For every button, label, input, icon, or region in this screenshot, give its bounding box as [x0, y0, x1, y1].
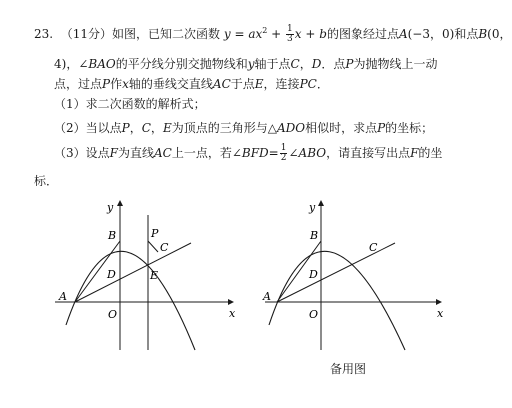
label-b: B: [108, 229, 117, 242]
fraction-numerator: 1: [287, 24, 293, 34]
comma: ，: [129, 121, 142, 135]
q2-text: 为顶点的三角形与△: [171, 121, 277, 135]
var-y: y: [247, 57, 255, 71]
point-c: C: [141, 121, 151, 135]
point-d: D: [311, 57, 322, 71]
stem-text: 为抛物线上一动: [353, 57, 438, 71]
angle-bfd: BFD: [241, 146, 269, 160]
figure-1: [55, 195, 245, 355]
q3-text: 为直线: [117, 146, 154, 160]
label-x: x: [437, 307, 444, 320]
stem-text: ，连接: [263, 77, 300, 91]
fraction-one-half: [280, 144, 288, 163]
q2-text: 相似时，求点: [305, 121, 378, 135]
fraction-numerator: 1: [280, 143, 287, 153]
point-c: C: [290, 57, 300, 71]
label-o: O: [309, 308, 319, 321]
stem-text: 轴于点: [254, 57, 291, 71]
q3-text: 的坐: [418, 146, 443, 160]
question-3-continued: 标．: [34, 174, 59, 188]
point-b-coord: (0，: [487, 27, 512, 41]
stem-text: ．点: [321, 57, 346, 71]
question-3: [54, 144, 442, 163]
var-a: a: [248, 27, 256, 41]
plus: +: [301, 27, 320, 41]
segment-pc: PC: [299, 77, 317, 91]
line-ac: AC: [153, 146, 172, 160]
comma: ，: [150, 121, 163, 135]
problem-line-1: [34, 23, 512, 44]
segment-pc: [148, 241, 158, 252]
parabola-curve: [66, 251, 195, 350]
stem-text: 的图象经过点: [326, 27, 399, 41]
var-x: x: [122, 77, 129, 91]
point-f: F: [410, 146, 419, 160]
angle-abo: ABO: [298, 146, 327, 160]
problem-number: 23.: [34, 27, 54, 41]
q3-text: ，请直接写出点: [326, 146, 411, 160]
triangle-ado: ADO: [276, 121, 306, 135]
point-p: P: [345, 57, 354, 71]
problem-line-2: [54, 56, 437, 72]
q3-text: （3）设点: [54, 146, 110, 160]
plus: +: [267, 27, 286, 41]
figure-2-caption: 备用图: [330, 362, 367, 376]
label-p: P: [151, 227, 159, 240]
var-x: x: [255, 27, 263, 41]
point-e: E: [162, 121, 172, 135]
stem-text: 4)，∠: [54, 57, 89, 71]
label-c: C: [369, 241, 378, 254]
line-ac: [75, 243, 191, 302]
stem-text: ．: [316, 77, 329, 91]
point-p: P: [121, 121, 130, 135]
figure-2: [265, 195, 455, 355]
q2-text: 的坐标；: [385, 121, 434, 135]
angle-symbol: ∠: [288, 146, 299, 160]
question-2: [54, 120, 433, 136]
line-ac: AC: [212, 77, 231, 91]
label-e: E: [150, 269, 159, 282]
var-b: b: [319, 27, 327, 41]
parabola-curve: [269, 251, 405, 350]
exponent: 2: [262, 26, 268, 35]
fraction-one-third: [286, 25, 294, 44]
fraction-denominator: 3: [287, 34, 293, 44]
label-b: B: [310, 229, 319, 242]
point-e: E: [254, 77, 264, 91]
angle-bao: BAO: [88, 57, 116, 71]
stem-text: 轴的垂线交直线: [128, 77, 213, 91]
q2-text: （2）当以点: [54, 121, 122, 135]
point-p: P: [377, 121, 386, 135]
point-p: P: [102, 77, 111, 91]
problem-line-3: [54, 76, 329, 92]
fraction-denominator: 2: [280, 153, 287, 163]
equals: =: [268, 146, 279, 160]
q3-text: 上一点，若∠: [171, 146, 242, 160]
point-a-coord: (−3，0): [407, 27, 455, 41]
label-c: C: [160, 241, 169, 254]
label-o: O: [108, 308, 118, 321]
comma: ，: [299, 57, 312, 71]
point-f: F: [109, 146, 118, 160]
label-d: D: [309, 268, 318, 281]
equals: =: [230, 27, 249, 41]
label-a: A: [59, 290, 67, 303]
label-y: y: [107, 201, 114, 214]
label-x: x: [229, 307, 236, 320]
var-x: x: [294, 27, 302, 41]
stem-text: 于点: [230, 77, 255, 91]
stem-text: 的平分线分别交抛物线和: [115, 57, 248, 71]
stem-text: 如图，已知二次函数: [112, 27, 221, 41]
stem-text: 和点: [454, 27, 479, 41]
question-1: （1）求二次函数的解析式；: [54, 97, 206, 111]
stem-text: 作: [110, 77, 123, 91]
point-a: A: [398, 27, 408, 41]
problem-score: （11分）: [60, 27, 113, 41]
label-a: A: [263, 290, 271, 303]
label-d: D: [107, 268, 116, 281]
point-b: B: [478, 27, 488, 41]
label-y: y: [309, 201, 316, 214]
var-y: y: [223, 27, 231, 41]
stem-text: 点，过点: [54, 77, 103, 91]
